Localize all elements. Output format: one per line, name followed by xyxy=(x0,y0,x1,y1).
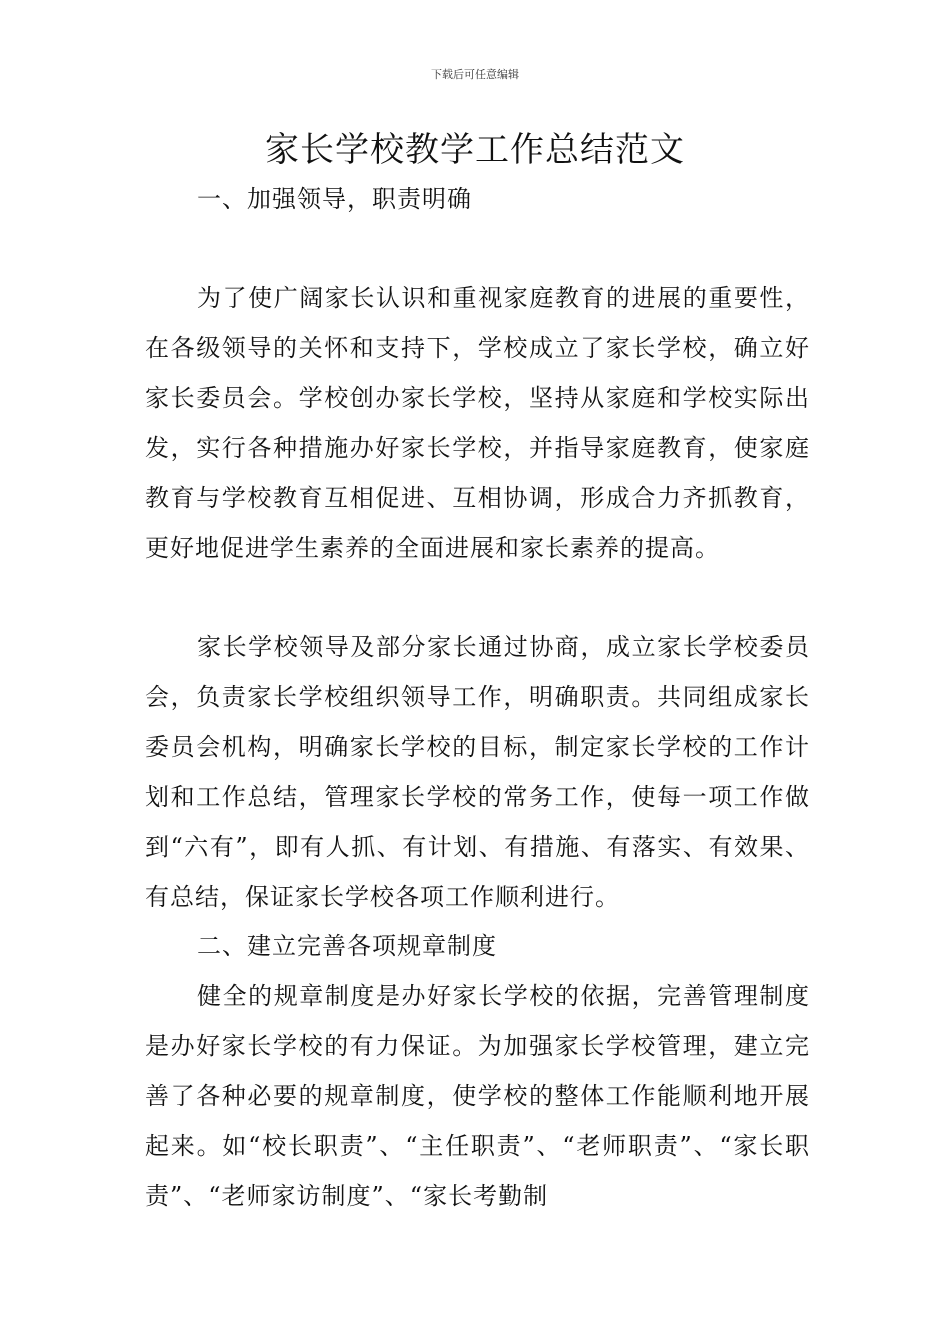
section-1-heading: 一、加强领导，职责明确 xyxy=(197,185,472,213)
section-1-paragraph-1: 为了使广阔家长认识和重视家庭教育的进展的重要性，在各级领导的关怀和支持下，学校成立了家长学校，确立好家长委员会。学校创办家长学校，坚持从家庭和学校实际出发，实行各种措施办好家长学校，并指导家庭教育，使家庭教育与学校教育互相促进、互相协调，形成合力齐抓教育，更好地促进学生素养的全面进展和家长素养的提高。 xyxy=(145,284,810,562)
section-2-heading: 二、建立完善各项规章制度 xyxy=(197,932,497,960)
section-1-paragraph-2: 家长学校领导及部分家长通过协商，成立家长学校委员会，负责家长学校组织领导工作，明确职责。共同组成家长委员会机构，明确家长学校的目标，制定家长学校的工作计划和工作总结，管理家长学校的常务工作，使每一项工作做到“六有”，即有人抓、有计划、有措施、有落实、有效果、有总结，保证家长学校各项工作顺利进行。 xyxy=(145,633,810,911)
header-note: 下载后可任意编辑 xyxy=(431,68,519,81)
document-title: 家长学校教学工作总结范文 xyxy=(265,130,685,170)
section-2-paragraph-1: 健全的规章制度是办好家长学校的依据，完善管理制度是办好家长学校的有力保证。为加强家长学校管理，建立完善了各种必要的规章制度，使学校的整体工作能顺利地开展起来。如“校长职责”、“主任职责”、“老师职责”、“家长职责”、“老师家访制度”、“家长考勤制 xyxy=(145,982,810,1210)
